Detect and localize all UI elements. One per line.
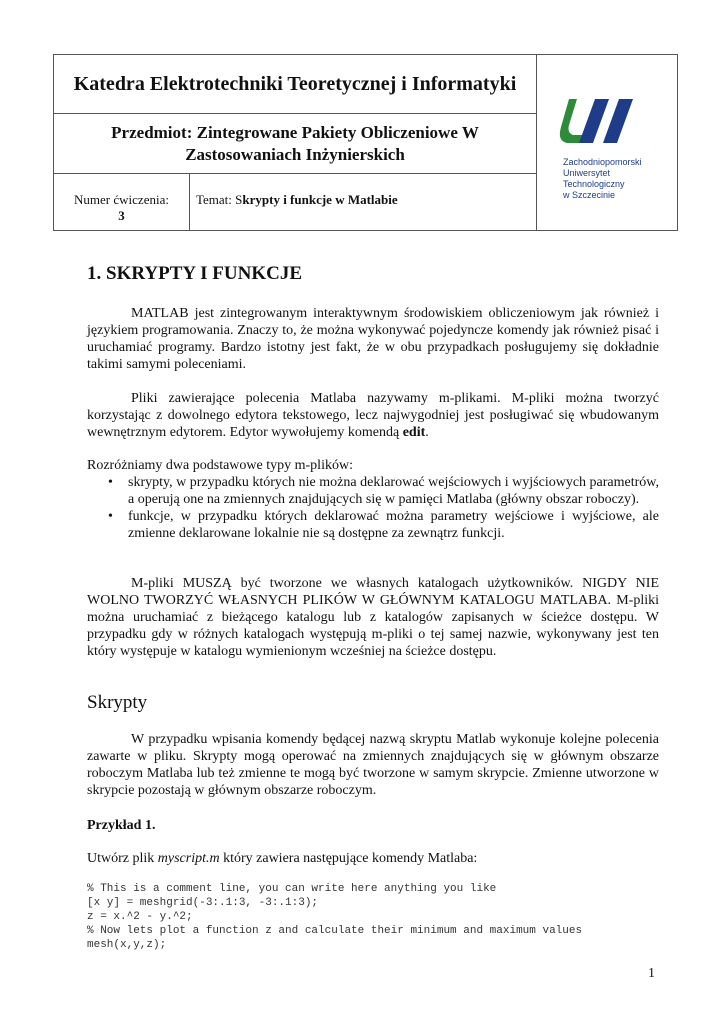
header-table [53, 54, 678, 231]
mfile-types-list [87, 474, 659, 542]
example-instruction [87, 850, 659, 867]
example-title: Przykład 1. [87, 818, 156, 833]
topic-title: krypty i funkcje w Matlabie [242, 192, 398, 207]
code-line: z = x.^2 - y.^2; [87, 911, 193, 923]
code-line: mesh(x,y,z); [87, 939, 167, 951]
logo-line-4: w Szczecinie [563, 190, 616, 200]
code-line: % Now lets plot a function z and calculate their minimum and maximum values [87, 925, 583, 937]
page-number: 1 [648, 966, 655, 981]
list-item [87, 508, 659, 542]
section-heading-scripts: Skrypty [87, 692, 148, 713]
bullet-text-scripts: skrypty, w przypadku których nie można deklarować wejściowych i wyjściowych parametrów, a operują one na zmiennych znajdujących się w pamięci Matlaba (główny obszar roboczy). [128, 475, 659, 507]
bullet-icon: • [108, 475, 113, 490]
scripts-paragraph-block [87, 731, 659, 799]
section-1-body [87, 305, 659, 373]
department-title [54, 55, 537, 114]
example-instruction-block [87, 850, 659, 867]
paragraph-2-text: Pliki zawierające polecenia Matlaba nazywamy m-plikami. M-pliki można tworzyć korzystając z dowolnego edytora tekstowego, lecz najwygodniej jest posługiwać się wbudowanym wewnętrznym edytorem. Edytor wywołujemy komendą [87, 391, 659, 440]
example-label [87, 817, 659, 834]
example-label-block [87, 817, 659, 834]
university-name [563, 157, 642, 201]
topic-cell [190, 174, 537, 230]
subject-line-1: Przedmiot: Zintegrowane Pakiety Obliczeniowe W [111, 122, 479, 142]
logo-line-3: Technologiczny [563, 179, 625, 189]
zut-logo-icon [559, 95, 639, 147]
exercise-label: Numer ćwiczenia: [74, 192, 169, 207]
paragraph-2-block [87, 390, 659, 441]
paragraph-2 [87, 390, 659, 441]
edit-command: edit [402, 425, 426, 440]
bullet-icon: • [108, 509, 113, 524]
code-line: % This is a comment line, you can write here anything you like [87, 883, 497, 895]
types-intro: Rozróżniamy dwa podstawowe typy m-plików: [87, 458, 353, 473]
scripts-paragraph: W przypadku wpisania komendy będącej nazwą skryptu Matlab wykonuje kolejne polecenia zawarte w pliku. Skrypty mogą operować na zmiennych znajdujących się w głównym obszarze roboczym Matlaba lub też zmienne te mogą być tworzone w samym skrypcie. Zmienne utworzone w skrypcie pozostają w głównym obszarze roboczym. [87, 732, 659, 798]
code-block [87, 882, 582, 952]
university-logo [537, 55, 677, 230]
paragraph-3-block [87, 575, 659, 660]
exercise-number: 3 [118, 208, 125, 223]
code-line: [x y] = meshgrid(-3:.1:3, -3:.1:3); [87, 897, 319, 909]
bullet-text-functions: funkcje, w przypadku których deklarować można parametry wejściowe i wyjściowe, ale zmienne deklarowane lokalnie nie są dostępne za zewnątrz funkcji. [128, 509, 659, 541]
paragraph-3: M-pliki MUSZĄ być tworzone we własnych katalogach użytkowników. NIGDY NIE WOLNO TWORZYĆ WŁASNYCH PLIKÓW W GŁÓWNYM KATALOGU MATLABA. M-pliki można uruchamiać z bieżącego katalogu lub z katalogów zapisanych w ścieżce dostępu. W przypadku gdy w różnych katalogach występują m-pliki o tej samej nazwie, wykonywany jest ten który występuje w katalogu wymienionym wcześniej na ścieżce dostępu. [87, 576, 659, 659]
exercise-number-cell [54, 174, 190, 230]
list-item [87, 474, 659, 508]
mfile-types-block [87, 457, 659, 542]
section-heading-1: 1. SKRYPTY I FUNKCJE [87, 263, 303, 284]
paragraph-1: MATLAB jest zintegrowanym interaktywnym środowiskiem obliczeniowym jak również i językiem programowania. Znaczy to, że można wykonywać pojedyncze komendy jak również pisać i uruchamiać programy. Bardzo istotny jest fakt, że w obu przypadkach posługujemy się dokładnie takimi samymi poleceniami. [87, 306, 659, 372]
department-name: Katedra Elektrotechniki Teoretycznej i Informatyki [73, 72, 517, 95]
subject-line-2: Zastosowaniach Inżynierskich [185, 144, 405, 164]
example-filename: myscript.m [157, 851, 220, 866]
subject-cell [54, 114, 537, 174]
topic-label: Temat: S [196, 192, 243, 207]
logo-line-1: Zachodniopomorski [563, 157, 642, 167]
example-text-post: który zawiera następujące komendy Matlaba: [219, 851, 478, 866]
example-text-pre: Utwórz plik [87, 851, 158, 866]
logo-line-2: Uniwersytet [563, 168, 611, 178]
paragraph-2-end: . [425, 425, 429, 440]
